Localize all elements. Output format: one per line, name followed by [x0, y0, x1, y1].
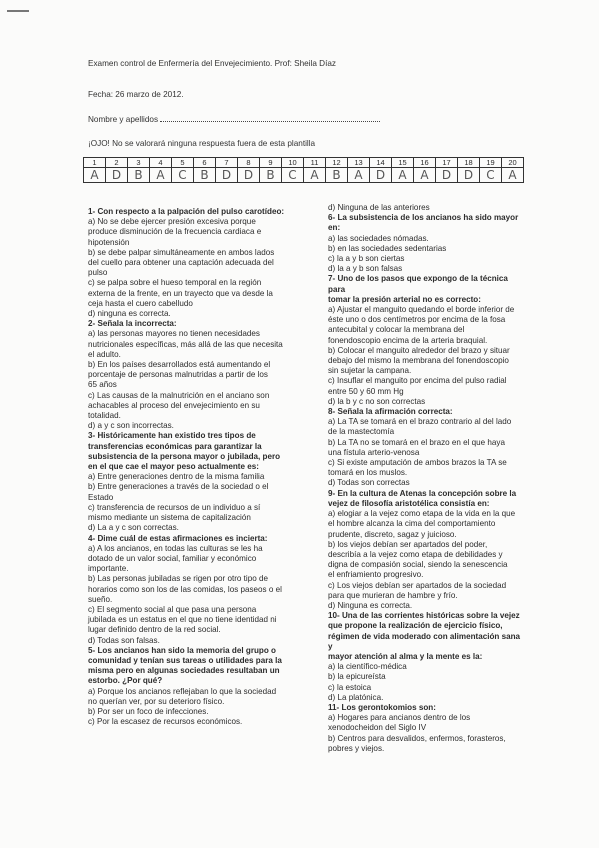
option-line: c) Insuflar el manguito por encima del pulso radial: [328, 376, 507, 386]
scan-mark: [7, 10, 29, 12]
option-line: c) la estoica: [328, 682, 372, 692]
name-blank-line: [160, 114, 380, 122]
option-line: c) Las causas de la malnutrición en el anciano son: [88, 390, 270, 400]
answer-grid-number: 20: [502, 158, 524, 168]
option-line: d) Ninguna de las anteriores: [328, 203, 430, 212]
option-line: c) Los viejos debían ser apartados de la sociedad: [328, 580, 507, 590]
option-line: importante.: [88, 564, 129, 574]
answer-grid-answer: D: [216, 168, 238, 183]
question-line: que propone la realización de ejercicio físico,: [328, 621, 503, 631]
exam-title: Examen control de Enfermería del Envejecimiento. Prof: Sheila Díaz: [88, 59, 337, 68]
answer-grid-number: 19: [480, 158, 502, 168]
exam-warning: ¡OJO! No se valorará ninguna respuesta fuera de esta plantilla: [88, 139, 316, 148]
question-line: en el que cae el mayor peso actualmente es:: [88, 462, 259, 472]
question-line: 9- En la cultura de Atenas la concepción sobre la: [328, 488, 517, 498]
option-line: nutricionales específicas, más allá de las que necesita: [88, 339, 283, 349]
option-line: pobres y viejos.: [328, 743, 385, 753]
option-line: prudente, discreto, sagaz y juicioso.: [328, 529, 457, 539]
answer-grid-answer: C: [480, 168, 502, 183]
option-line: b) Las personas jubiladas se rigen por otro tipo de: [88, 574, 268, 584]
questions-left-column: [88, 207, 306, 727]
option-line: sueño.: [88, 594, 113, 604]
option-line: d) Ninguna es correcta.: [328, 600, 413, 610]
option-line: 65 años: [88, 380, 117, 390]
option-line: jubilada es un estatus en el que no tiene identidad ni: [88, 615, 277, 625]
answer-grid-number: 1: [84, 158, 106, 168]
option-line: ceja hasta el cuero cabelludo: [88, 298, 193, 308]
option-line: b) en las sociedades sedentarias: [328, 243, 447, 253]
option-line: horarios como son los de las comidas, los paseos o el: [88, 584, 282, 594]
option-line: c) El segmento social al que pasa una persona: [88, 604, 257, 614]
option-line: d) a y c son incorrectas.: [88, 421, 174, 431]
answer-grid-answer: C: [282, 168, 304, 183]
question-line: 2- Señala la incorrecta:: [88, 319, 177, 329]
option-line: d) La a y c son correctas.: [88, 523, 179, 533]
option-line: una fístula arterio-venosa: [328, 447, 420, 457]
answer-grid-answer: A: [414, 168, 436, 183]
option-line: Estado: [88, 492, 114, 502]
option-line: b) La TA no se tomará en el brazo en el que haya: [328, 437, 505, 447]
answer-grid-number: 5: [172, 158, 194, 168]
option-line: a) la científico-médica: [328, 662, 407, 672]
option-line: d) La platónica.: [328, 692, 384, 702]
exam-date: Fecha: 26 marzo de 2012.: [88, 90, 184, 99]
answer-grid-number: 16: [414, 158, 436, 168]
question-line: tomar la presión arterial no es correcto:: [328, 294, 481, 304]
option-line: fonendoscopio encima de la arteria braquial.: [328, 335, 488, 345]
answer-grid-answer: D: [436, 168, 458, 183]
option-line: b) los viejos debían ser apartados del poder,: [328, 539, 488, 549]
answer-grid: [83, 157, 524, 183]
option-line: debajo del mismo la membrana del fonendoscopio: [328, 356, 509, 366]
answer-grid-answer: C: [172, 168, 194, 183]
option-line: totalidad.: [88, 411, 121, 421]
answer-grid-answers: [84, 168, 524, 183]
answer-grid-number: 3: [128, 158, 150, 168]
option-line: b) la epicureísta: [328, 672, 386, 682]
question-line: 11- Los gerontokomios son:: [328, 702, 436, 712]
answer-grid-numbers: [84, 158, 524, 168]
question-line: 6- La subsistencia de los ancianos ha sido mayor en:: [328, 213, 519, 233]
answer-grid-answer: D: [370, 168, 392, 183]
answer-grid-answer: B: [326, 168, 348, 183]
option-line: antecubital y colocar la membrana del: [328, 325, 465, 335]
option-line: d) la b y c no son correctas: [328, 396, 426, 406]
answer-grid-number: 7: [216, 158, 238, 168]
option-line: produce disminución de la frecuencia cardiaca e: [88, 227, 262, 237]
option-line: b) Por ser un foco de infecciones.: [88, 706, 209, 716]
question-line: transferencias económicas para garantizar la: [88, 441, 262, 451]
option-line: a) La TA se tomará en el brazo contrario al del lado: [328, 417, 512, 427]
answer-grid-answer: A: [348, 168, 370, 183]
option-line: éste uno o dos centímetros por encima de la fosa: [328, 315, 506, 325]
answer-grid-answer: A: [150, 168, 172, 183]
option-line: lugar definido dentro de la red social.: [88, 625, 221, 635]
answer-grid-answer: B: [194, 168, 216, 183]
question-line: 10- Una de las corrientes históricas sobre la vejez: [328, 611, 520, 621]
option-line: porcentaje de personas malnutridas a partir de los: [88, 370, 268, 380]
name-field: [88, 114, 380, 125]
answer-grid-answer: D: [106, 168, 128, 183]
question-line: subsistencia de la persona mayor o jubilada, pero: [88, 451, 281, 461]
option-line: mismo mediante un sistema de capitalización: [88, 513, 251, 523]
answer-grid-number: 14: [370, 158, 392, 168]
option-line: del cuello para obtener una captación adecuada del: [88, 258, 274, 268]
question-line: 8- Señala la afirmación correcta:: [328, 407, 453, 417]
option-line: sin sujetar la campana.: [328, 366, 412, 376]
question-line: régimen de vida moderado con alimentación sana y: [328, 631, 521, 651]
answer-grid-answer: D: [238, 168, 260, 183]
option-line: c) transferencia de recursos de un individuo a sí: [88, 502, 261, 512]
question-line: 5- Los ancianos han sido la memoria del grupo o: [88, 645, 276, 655]
option-line: a) Hogares para ancianos dentro de los: [328, 713, 471, 723]
option-line: c) Si existe amputación de ambos brazos la TA se: [328, 458, 507, 468]
question-line: 3- Históricamente han existido tres tipos de: [88, 431, 256, 441]
option-line: para que murieran de hambre y frío.: [328, 590, 458, 600]
option-line: c) la a y b son ciertas: [328, 254, 405, 264]
answer-grid-number: 10: [282, 158, 304, 168]
option-line: b) Centros para desvalidos, enfermos, forasteros,: [328, 733, 506, 743]
option-line: b) se debe palpar simultáneamente en ambos lados: [88, 247, 275, 257]
answer-grid-number: 6: [194, 158, 216, 168]
option-line: a) No se debe ejercer presión excesiva porque: [88, 217, 256, 227]
option-line: b) Colocar el manguito alrededor del brazo y situar: [328, 345, 510, 355]
option-line: b) En los países desarrollados está aumentando el: [88, 360, 271, 370]
answer-grid-answer: D: [458, 168, 480, 183]
answer-grid-number: 11: [304, 158, 326, 168]
option-line: a) A los ancianos, en todas las culturas se les ha: [88, 543, 263, 553]
option-line: externa de la frente, en un trayecto que va desde la: [88, 288, 273, 298]
question-line: comunidad y tenían sus tareas o utilidades para la: [88, 655, 282, 665]
option-line: a) Porque los ancianos reflejaban lo que la sociedad: [88, 686, 277, 696]
question-line: vejez de filosofía aristotélica consistía en:: [328, 498, 490, 508]
answer-grid-answer: A: [392, 168, 414, 183]
answer-grid-number: 17: [436, 158, 458, 168]
option-line: a) las sociedades nómadas.: [328, 233, 429, 243]
answer-grid-number: 15: [392, 158, 414, 168]
option-line: d) la a y b son falsas: [328, 264, 403, 274]
answer-grid-number: 13: [348, 158, 370, 168]
name-label: Nombre y apellidos: [88, 115, 159, 124]
option-line: c) Por la escasez de recursos económicos.: [88, 717, 243, 727]
answer-grid-answer: A: [84, 168, 106, 183]
option-line: d) Todas son falsas.: [88, 635, 160, 645]
option-line: el enfriamiento progresivo.: [328, 570, 424, 580]
option-line: de la mastectomía: [328, 427, 395, 437]
question-line: mayor atención al alma y la mente es la:: [328, 651, 483, 661]
question-line: 4- Dime cuál de estas afirmaciones es incierta:: [88, 533, 268, 543]
option-line: xenodocheidon del Siglo IV: [328, 723, 427, 733]
option-line: c) se palpa sobre el hueso temporal en la región: [88, 278, 262, 288]
answer-grid-answer: A: [304, 168, 326, 183]
option-line: d) Todas son correctas: [328, 478, 410, 488]
answer-grid-number: 4: [150, 158, 172, 168]
questions-right-column: [328, 203, 524, 754]
option-line: a) Ajustar el manguito quedando el borde inferior de: [328, 305, 515, 315]
option-line: el hombre alcanza la cima del comportamiento: [328, 519, 496, 529]
answer-grid-number: 2: [106, 158, 128, 168]
option-line: pulso: [88, 268, 108, 278]
option-line: entre 50 y 60 mm Hg: [328, 386, 404, 396]
option-line: a) las personas mayores no tienen necesidades: [88, 329, 260, 339]
option-line: no querían ver, por su deterioro físico.: [88, 696, 225, 706]
option-line: el adulto.: [88, 349, 121, 359]
option-line: achacables al proceso del envejecimiento en su: [88, 400, 260, 410]
question-line: estorbo. ¿Por qué?: [88, 676, 163, 686]
answer-grid-answer: B: [128, 168, 150, 183]
option-line: a) elogiar a la vejez como etapa de la vida en la que: [328, 509, 516, 519]
answer-grid-answer: A: [502, 168, 524, 183]
option-line: digna de compasión social, siendo la senescencia: [328, 560, 508, 570]
answer-grid-number: 18: [458, 158, 480, 168]
question-line: 1- Con respecto a la palpación del pulso carotídeo:: [88, 207, 285, 216]
answer-grid-number: 12: [326, 158, 348, 168]
question-line: 7- Uno de los pasos que expongo de la técnica para: [328, 274, 508, 294]
option-line: b) Entre generaciones a través de la sociedad o el: [88, 482, 269, 492]
option-line: dotado de un valor social, familiar y económico: [88, 553, 257, 563]
answer-grid-number: 8: [238, 158, 260, 168]
option-line: a) Entre generaciones dentro de la misma familia: [88, 472, 265, 482]
option-line: describía a la vejez como etapa de debilidades y: [328, 549, 503, 559]
question-line: misma pero en algunas sociedades resultaban un: [88, 666, 280, 676]
option-line: d) ninguna es correcta.: [88, 309, 171, 319]
option-line: tomará en los muslos.: [328, 468, 408, 478]
answer-grid-answer: B: [260, 168, 282, 183]
option-line: hipotensión: [88, 237, 130, 247]
answer-grid-number: 9: [260, 158, 282, 168]
